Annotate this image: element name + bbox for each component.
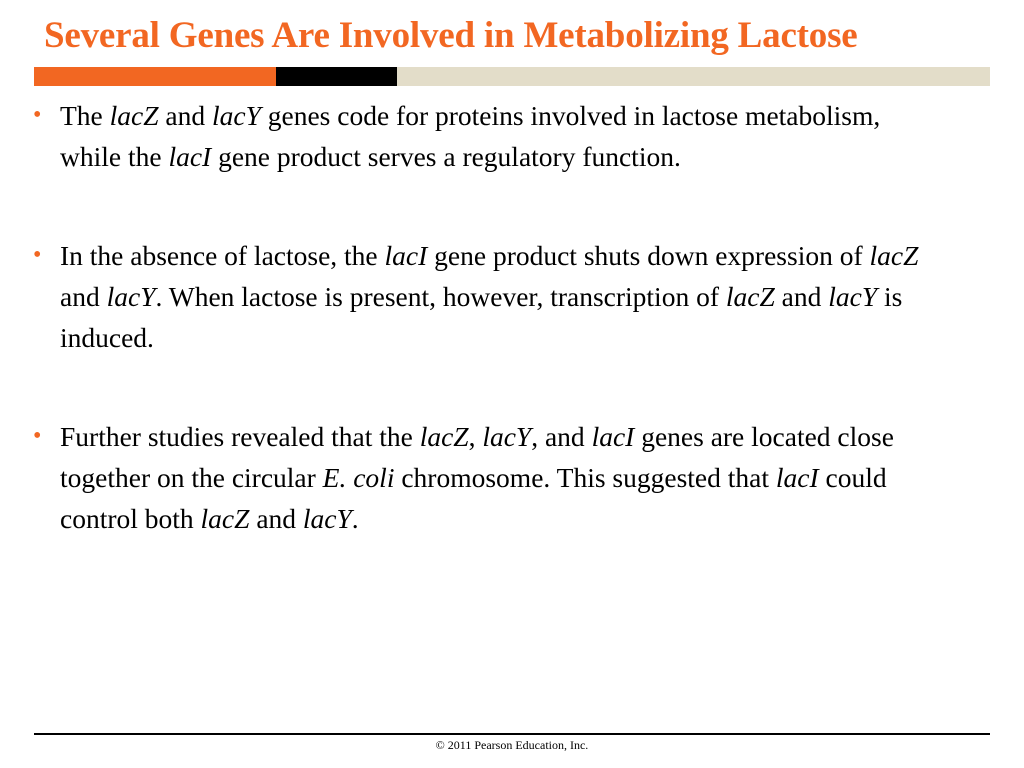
italic-gene-term: lacZ (109, 100, 159, 131)
italic-gene-term: lacI (168, 141, 212, 172)
bullet-point-icon: • (33, 423, 42, 449)
text-run: genes are located close together on the circular (60, 421, 894, 493)
text-run: could control both (60, 462, 887, 534)
bullet-text (60, 416, 933, 539)
text-run: gene product shuts down expression of (427, 240, 870, 271)
text-run: is induced. (60, 281, 903, 353)
text-run: and (249, 503, 303, 534)
text-run: Further studies revealed that the (60, 421, 420, 452)
accent-bar-black-segment (276, 67, 397, 86)
italic-gene-term: lacI (384, 240, 428, 271)
bullet-point-icon: • (33, 102, 42, 128)
text-run: and (60, 281, 107, 312)
text-run: The (60, 100, 110, 131)
italic-gene-term: lacZ (200, 503, 250, 534)
italic-gene-term: lacZ (869, 240, 919, 271)
italic-gene-term: lacZ (725, 281, 775, 312)
text-run: genes code for proteins involved in lactose metabolism, while the (60, 100, 881, 172)
accent-bar-orange-segment (34, 67, 276, 86)
italic-gene-term: lacY (828, 281, 878, 312)
accent-bar-beige-segment (397, 67, 990, 86)
bullet-item (33, 235, 933, 358)
bullet-point-icon: • (33, 242, 42, 268)
text-run: , and (531, 421, 592, 452)
bullet-list (33, 95, 933, 597)
italic-gene-term: lacY (302, 503, 352, 534)
italic-gene-term: lacI (591, 421, 635, 452)
italic-gene-term: E. coli (322, 462, 395, 493)
bullet-text (60, 95, 933, 177)
bullet-text (60, 235, 933, 358)
text-run: and (158, 100, 212, 131)
slide-title: Several Genes Are Involved in Metabolizing Lactose (44, 15, 858, 56)
text-run: chromosome. This suggested that (394, 462, 776, 493)
italic-gene-term: lacI (775, 462, 819, 493)
text-run: . When lactose is present, however, transcription of (155, 281, 726, 312)
italic-gene-term: lacY (482, 421, 532, 452)
footer-copyright: © 2011 Pearson Education, Inc. (435, 738, 589, 752)
text-run: , (468, 421, 483, 452)
bullet-item (33, 95, 933, 177)
footer-divider (34, 733, 990, 735)
title-accent-bar (34, 67, 990, 86)
italic-gene-term: lacY (212, 100, 261, 131)
text-run: gene product serves a regulatory function. (211, 141, 681, 172)
text-run: In the absence of lactose, the (60, 240, 385, 271)
text-run: . (351, 503, 359, 534)
text-run: and (774, 281, 829, 312)
italic-gene-term: lacY (106, 281, 156, 312)
bullet-item (33, 416, 933, 539)
italic-gene-term: lacZ (419, 421, 469, 452)
